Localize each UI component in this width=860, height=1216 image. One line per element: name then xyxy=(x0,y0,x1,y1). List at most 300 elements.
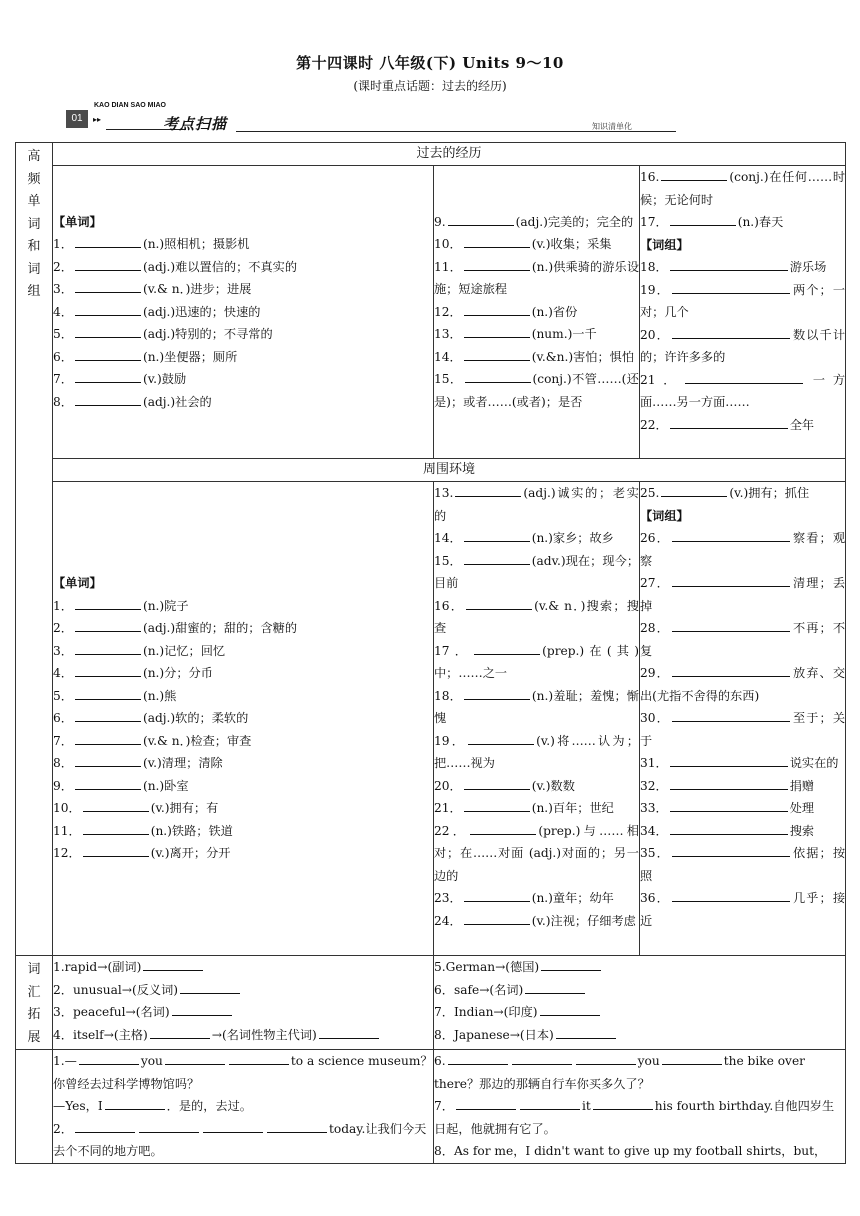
list-item xyxy=(434,797,639,820)
answer-blank xyxy=(75,777,141,790)
item-number: 27． xyxy=(640,576,670,590)
answer-blank xyxy=(464,687,530,700)
list-item xyxy=(434,1001,845,1024)
item-text: (v.)拥有；抓住 xyxy=(729,486,810,500)
item-text: (n.)照相机；摄影机 xyxy=(142,237,250,252)
item-number: 8． xyxy=(53,756,73,771)
answer-blank xyxy=(75,619,141,632)
answer-blank xyxy=(456,1097,516,1110)
answer-blank xyxy=(464,529,530,542)
sentence xyxy=(53,1050,433,1095)
answer-blank xyxy=(670,213,736,226)
answer-blank xyxy=(75,642,141,655)
sentence-text: —Yes，I xyxy=(53,1099,103,1113)
item-text: 搜索 xyxy=(789,823,815,838)
sentence-text: you xyxy=(637,1054,660,1068)
answer-blank xyxy=(75,687,141,700)
list-item xyxy=(53,301,433,324)
answer-blank xyxy=(75,235,141,248)
answer-blank xyxy=(267,1120,327,1133)
item-text: (n.)分；分币 xyxy=(142,666,213,681)
list-item xyxy=(53,617,433,640)
list-item xyxy=(640,414,845,437)
banner-title: 考点扫描 xyxy=(163,115,228,133)
list-item xyxy=(434,211,639,234)
answer-blank xyxy=(464,258,530,271)
item-text: safe→(名词) xyxy=(453,982,524,997)
list-item xyxy=(640,820,845,843)
list-item xyxy=(640,482,845,505)
item-number: 8． xyxy=(53,394,73,409)
list-item xyxy=(53,707,433,730)
item-text: (adj.)完美的；完全的 xyxy=(515,214,634,229)
item-text: (adj.)软的；柔软的 xyxy=(142,711,249,726)
item-text: 两个；一对；几个 xyxy=(640,282,846,319)
list-item xyxy=(53,640,433,663)
answer-blank xyxy=(464,235,530,248)
item-text: (conj.)在任何……时候；无论何时 xyxy=(640,170,846,207)
list-item xyxy=(434,910,639,933)
item-number: 28． xyxy=(640,621,670,635)
list-item xyxy=(53,256,433,279)
answer-blank xyxy=(593,1097,653,1110)
answer-blank xyxy=(75,280,141,293)
item-number: 2． xyxy=(53,621,73,636)
item-text: 察看；观察 xyxy=(640,531,846,568)
sentence-text: the bike over there？那边的那辆自行车你买多久了？ xyxy=(434,1054,805,1091)
item-number: 22． xyxy=(640,417,668,432)
item-text: (v.& n．)搜索；搜查 xyxy=(434,598,639,635)
answer-blank xyxy=(670,822,788,835)
item-text: (prep.)在(其)中；……之一 xyxy=(434,643,639,680)
item-number: 10． xyxy=(434,237,462,252)
sentence-text: to a science museum？你曾经去过科学博物馆吗？ xyxy=(53,1054,433,1091)
answer-blank xyxy=(672,529,790,542)
sentence xyxy=(53,1095,433,1118)
list-item xyxy=(434,1024,845,1047)
item-number: 1． xyxy=(53,598,73,613)
item-text: 数以千计的；许许多多的 xyxy=(640,327,846,364)
item-number: 25. xyxy=(640,486,660,500)
item-number: 5. xyxy=(434,960,446,974)
list-item xyxy=(53,346,433,369)
list-item xyxy=(434,233,639,256)
item-text: 放弃、交出(尤指不舍得的东西) xyxy=(640,666,846,703)
section1-words-mid xyxy=(434,166,640,459)
item-text: (n.)坐便器；厕所 xyxy=(142,349,238,364)
answer-blank xyxy=(75,1120,135,1133)
item-text: unusual→(反义词) xyxy=(72,982,179,997)
list-item xyxy=(434,482,639,527)
list-item xyxy=(53,956,433,979)
list-item xyxy=(434,640,639,685)
item-text: (n.)供乘骑的游乐设施；短途旅程 xyxy=(434,259,640,297)
item-number: 24． xyxy=(434,913,462,928)
list-item xyxy=(53,842,433,865)
list-item xyxy=(434,550,639,595)
list-item xyxy=(53,233,433,256)
list-item xyxy=(434,956,845,979)
item-number: 2． xyxy=(53,259,73,274)
sentence-text: — xyxy=(64,1054,77,1068)
answer-blank xyxy=(83,799,149,812)
answer-blank xyxy=(172,1003,232,1016)
item-number: 16. xyxy=(640,170,660,184)
item-number: 6． xyxy=(53,349,73,364)
knowledge-table xyxy=(15,142,846,1164)
item-text: (conj.)不管……(还是)；或者……(或者)；是否 xyxy=(434,372,639,409)
item-number: 13． xyxy=(434,327,462,342)
list-item xyxy=(640,256,845,279)
sentence xyxy=(434,1140,845,1163)
side-label-sentences xyxy=(16,1050,53,1164)
answer-blank xyxy=(75,303,141,316)
answer-blank xyxy=(670,258,788,271)
list-item xyxy=(640,211,845,234)
answer-blank xyxy=(670,416,788,429)
answer-blank xyxy=(464,325,530,338)
list-item xyxy=(53,595,433,618)
banner-subtitle: 知识清单化 xyxy=(592,122,632,131)
item-number: 33． xyxy=(640,801,668,815)
answer-blank xyxy=(75,348,141,361)
answer-blank xyxy=(464,348,530,361)
answer-blank xyxy=(468,732,534,745)
answer-blank xyxy=(670,777,788,790)
item-number: 30． xyxy=(640,711,670,725)
item-text: →(名词性物主代词) xyxy=(211,1027,317,1042)
section2-words-mid xyxy=(434,482,640,956)
item-text: (n.)铁路；铁道 xyxy=(150,823,233,838)
item-number: 15． xyxy=(434,553,462,568)
item-text: (v.)数数 xyxy=(531,778,575,793)
item-number: 23． xyxy=(434,891,462,905)
answer-blank xyxy=(464,303,530,316)
list-item xyxy=(53,662,433,685)
item-number: 5． xyxy=(53,327,73,342)
item-text: (n.)百年；世纪 xyxy=(531,801,614,815)
item-number: 17． xyxy=(640,215,668,229)
item-number: 2． xyxy=(53,982,73,997)
answer-blank xyxy=(464,889,530,902)
answer-blank xyxy=(512,1052,572,1065)
list-item xyxy=(640,369,845,414)
item-text: (adj.)难以置信的；不真实的 xyxy=(142,259,298,274)
item-number: 20． xyxy=(434,778,462,793)
item-number: 12． xyxy=(434,304,462,319)
answer-blank xyxy=(672,574,790,587)
list-item xyxy=(640,617,845,662)
item-text: (v.)离开；分开 xyxy=(150,846,231,861)
item-number: 32． xyxy=(640,778,668,793)
answer-blank xyxy=(139,1120,199,1133)
list-item xyxy=(434,527,639,550)
item-number: 1. xyxy=(53,1054,65,1068)
section2-words: 【单词】 1． (n.)院子 2． (adj.)甜蜜的；甜的；含糖的 3． (n.)记忆；回忆 4． (n.)分；分币 5． (n.)熊 6． (adj.)软的；柔软的 7． (v.& n．)检查；审查 8． (v.)清理；清除 9． (n.)卧室 10． (v.)拥有；有 11． (n.)铁路；铁道 12． (v.)离开；分开 xyxy=(53,482,434,956)
item-text: (n.)院子 xyxy=(142,598,189,613)
answer-blank xyxy=(75,732,141,745)
item-number: 8． xyxy=(434,1144,454,1158)
answer-blank xyxy=(105,1097,165,1110)
answer-blank xyxy=(165,1052,225,1065)
item-text: (n.)熊 xyxy=(142,688,177,703)
list-item xyxy=(53,278,433,301)
item-number: 21． xyxy=(640,372,684,387)
list-item xyxy=(434,323,639,346)
item-number: 4． xyxy=(53,666,73,681)
item-number: 19． xyxy=(640,282,670,297)
item-text: 依据；按照 xyxy=(640,846,846,883)
list-item xyxy=(640,887,845,932)
sentence-text: it xyxy=(581,1099,591,1113)
list-item xyxy=(640,797,845,820)
item-text: (v.)拥有；有 xyxy=(150,801,219,816)
item-number: 6． xyxy=(434,982,454,997)
answer-blank xyxy=(466,597,532,610)
list-item xyxy=(640,707,845,752)
answer-blank xyxy=(672,664,790,677)
answer-blank xyxy=(464,552,530,565)
list-item xyxy=(640,279,845,324)
item-number: 29． xyxy=(640,666,670,680)
item-text: (v.)鼓励 xyxy=(142,372,187,387)
answer-blank xyxy=(672,844,790,857)
list-item xyxy=(434,346,639,369)
item-number: 12． xyxy=(53,846,81,861)
list-item xyxy=(53,775,433,798)
list-item xyxy=(53,391,433,414)
answer-blank xyxy=(150,1026,210,1039)
sentence xyxy=(434,1095,845,1140)
item-number: 14． xyxy=(434,531,462,545)
item-text: (n.)羞耻；羞愧；惭愧 xyxy=(434,688,640,725)
list-item xyxy=(640,752,845,775)
item-text: (n.)童年；幼年 xyxy=(531,891,614,905)
banner-number: 01 xyxy=(66,110,88,128)
list-item xyxy=(640,775,845,798)
item-text: 处理 xyxy=(789,801,815,815)
list-item xyxy=(53,685,433,708)
item-text: (num.)一千 xyxy=(531,327,597,342)
item-text: 捐赠 xyxy=(789,778,815,793)
item-number: 1. xyxy=(53,960,65,974)
item-number: 15． xyxy=(434,372,463,387)
list-item xyxy=(640,527,845,572)
section-header-past: 过去的经历 xyxy=(53,143,846,166)
item-number: 9. xyxy=(434,214,446,229)
item-text: 全年 xyxy=(789,417,815,432)
answer-blank xyxy=(670,799,788,812)
item-number: 11． xyxy=(53,823,81,838)
answer-blank xyxy=(83,822,149,835)
answer-blank xyxy=(670,754,788,767)
side-label-expand: 词 汇 拓 展 xyxy=(16,956,53,1050)
list-item xyxy=(434,775,639,798)
answer-blank xyxy=(319,1026,379,1039)
answer-blank xyxy=(75,754,141,767)
item-text: (v.)注视；仔细考虑 xyxy=(531,913,636,928)
list-item xyxy=(434,730,639,775)
list-item xyxy=(53,1024,433,1047)
item-text: rapid→(副词) xyxy=(64,960,142,974)
item-text: 游乐场 xyxy=(789,260,827,274)
item-number: 31． xyxy=(640,756,668,770)
item-text: 几乎；接近 xyxy=(640,891,846,928)
item-text: Japanese→(日本) xyxy=(453,1027,554,1042)
answer-blank xyxy=(79,1052,139,1065)
item-number: 16． xyxy=(434,598,465,613)
sentence xyxy=(53,1118,433,1163)
arrow-icon: ▸▸ xyxy=(93,115,102,124)
item-text: (v.&n.)害怕；惧怕 xyxy=(531,349,635,364)
list-item xyxy=(640,324,845,369)
item-number: 1． xyxy=(53,237,73,252)
answer-blank xyxy=(672,326,790,339)
list-item xyxy=(640,572,845,617)
item-number: 8． xyxy=(434,1027,454,1042)
answer-blank xyxy=(464,799,530,812)
list-item xyxy=(53,797,433,820)
answer-blank xyxy=(661,168,727,181)
item-text: (prep.)与……相对；在……对面 (adj.)对面的；另一边的 xyxy=(434,823,639,883)
banner-pinyin: KAO DIAN SAO MIAO xyxy=(94,102,166,109)
item-text: German→(德国) xyxy=(445,960,540,974)
sentence xyxy=(434,1050,845,1095)
page-subtitle: (课时重点话题：过去的经历) xyxy=(353,79,507,93)
item-number: 20． xyxy=(640,327,670,342)
item-text: (v.)收集；采集 xyxy=(531,237,612,252)
list-item xyxy=(434,685,639,730)
item-text: (n.)春天 xyxy=(737,215,784,229)
item-number: 18． xyxy=(640,260,668,274)
item-number: 7． xyxy=(434,1099,454,1113)
item-text: (v.& n．)检查；审查 xyxy=(142,733,252,748)
answer-blank xyxy=(465,370,531,383)
sentence-text: today.让我们今天去个不同的地方吧。 xyxy=(53,1121,427,1158)
item-number: 3． xyxy=(53,282,73,297)
item-number: 11． xyxy=(434,259,462,274)
item-number: 34． xyxy=(640,823,668,838)
item-text: peaceful→(名词) xyxy=(72,1005,170,1019)
answer-blank xyxy=(75,258,141,271)
item-number: 36． xyxy=(640,891,670,905)
item-number: 10． xyxy=(53,801,81,816)
item-number: 18． xyxy=(434,688,462,703)
item-number: 3． xyxy=(53,1005,73,1019)
list-item xyxy=(53,368,433,391)
item-number: 17． xyxy=(434,643,473,658)
answer-blank xyxy=(474,642,540,655)
expand-right xyxy=(434,956,846,1050)
expand-left xyxy=(53,956,434,1050)
item-number: 4． xyxy=(53,1027,73,1042)
item-text: (adj.)甜蜜的；甜的；含糖的 xyxy=(142,621,298,636)
list-item xyxy=(434,979,845,1002)
answer-blank xyxy=(672,889,790,902)
item-text: (n.)卧室 xyxy=(142,778,189,793)
item-number: 3． xyxy=(53,643,73,658)
sentences-right xyxy=(434,1050,846,1164)
item-text: (adj.)特别的；不寻常的 xyxy=(142,327,273,342)
answer-blank xyxy=(672,619,790,632)
list-item xyxy=(434,820,639,888)
section1-words: 【单词】 1． (n.)照相机；摄影机 2． (adj.)难以置信的；不真实的 3． (v.& n．)进步；进展 4． (adj.)迅速的；快速的 5． (adj.)特别的；不寻常的 6． (n.)坐便器；厕所 7． (v.)鼓励 8． (adj.)社会的 xyxy=(53,166,434,459)
list-item xyxy=(434,887,639,910)
answer-blank xyxy=(75,597,141,610)
item-text: itself→(主格) xyxy=(72,1027,148,1042)
sentence-text: you xyxy=(140,1054,163,1068)
item-number: 14． xyxy=(434,349,462,364)
item-number: 26． xyxy=(640,531,670,545)
list-item xyxy=(434,595,639,640)
page-title: 第十四课时 八年级(下) Units 9～10 xyxy=(296,54,564,72)
sentences-left xyxy=(53,1050,434,1164)
list-item xyxy=(640,662,845,707)
item-text: (n.)家乡；故乡 xyxy=(531,531,614,545)
item-text: (n.)省份 xyxy=(531,304,578,319)
answer-blank xyxy=(576,1052,636,1065)
item-number: 22． xyxy=(434,823,469,838)
item-text: (v.)将……认为；把……视为 xyxy=(434,733,639,770)
item-text: (adv.)现在；现今；目前 xyxy=(434,553,640,590)
answer-blank xyxy=(525,981,585,994)
list-item xyxy=(53,979,433,1002)
answer-blank xyxy=(662,1052,722,1065)
item-number: 6. xyxy=(434,1054,446,1068)
item-number: 7． xyxy=(53,372,73,387)
answer-blank xyxy=(455,484,521,497)
item-number: 6． xyxy=(53,711,73,726)
list-item xyxy=(53,1001,433,1024)
item-text: (v.)清理；清除 xyxy=(142,756,223,771)
answer-blank xyxy=(464,912,530,925)
item-text: 清理；丢掉 xyxy=(640,576,846,613)
sentence-text: his fourth birthday.自他四岁生日起，他就拥有它了。 xyxy=(434,1099,835,1136)
item-number: 5． xyxy=(53,688,73,703)
list-item xyxy=(640,166,845,211)
list-item xyxy=(53,752,433,775)
item-number: 35． xyxy=(640,846,670,860)
list-item xyxy=(434,301,639,324)
answer-blank xyxy=(143,958,203,971)
item-text: Indian→(印度) xyxy=(453,1005,538,1019)
list-item xyxy=(53,730,433,753)
item-number: 21． xyxy=(434,801,462,815)
item-number: 2． xyxy=(53,1121,73,1136)
answer-blank xyxy=(75,709,141,722)
section-header-surroundings: 周围环境 xyxy=(53,459,846,482)
answer-blank xyxy=(672,281,790,294)
list-item xyxy=(434,256,639,301)
answer-blank xyxy=(685,371,803,384)
item-number: 7． xyxy=(434,1005,454,1019)
answer-blank xyxy=(75,393,141,406)
list-item xyxy=(53,820,433,843)
answer-blank xyxy=(470,822,536,835)
answer-blank xyxy=(672,709,790,722)
answer-blank xyxy=(75,370,141,383)
section2-words-right: 25. (v.)拥有；抓住 【词组】 26． 察看；观察 27． 清理；丢掉 28． 不再；不复 29． 放弃、交出(尤指不舍得的东西) 30． 至于；关于 31． 说实在的 32． 捐赠 33． 处理 34． 搜索 35． 依据；按照 36． 几乎；接近 xyxy=(640,482,846,956)
list-item xyxy=(53,323,433,346)
answer-blank xyxy=(180,981,240,994)
item-number: 19． xyxy=(434,733,467,748)
answer-blank xyxy=(661,484,727,497)
answer-blank xyxy=(520,1097,580,1110)
answer-blank xyxy=(556,1026,616,1039)
sentence-text: As for me，I didn't want to give up my football shirts，but， xyxy=(453,1144,827,1158)
section1-words-right: 16. (conj.)在任何……时候；无论何时 17． (n.)春天 【词组】 18． 游乐场 19． 两个；一对；几个 20． 数以千计的；许许多多的 21． 一方面……另一方面…… 22． 全年 xyxy=(640,166,846,459)
item-text: (v.& n．)进步；进展 xyxy=(142,282,252,297)
